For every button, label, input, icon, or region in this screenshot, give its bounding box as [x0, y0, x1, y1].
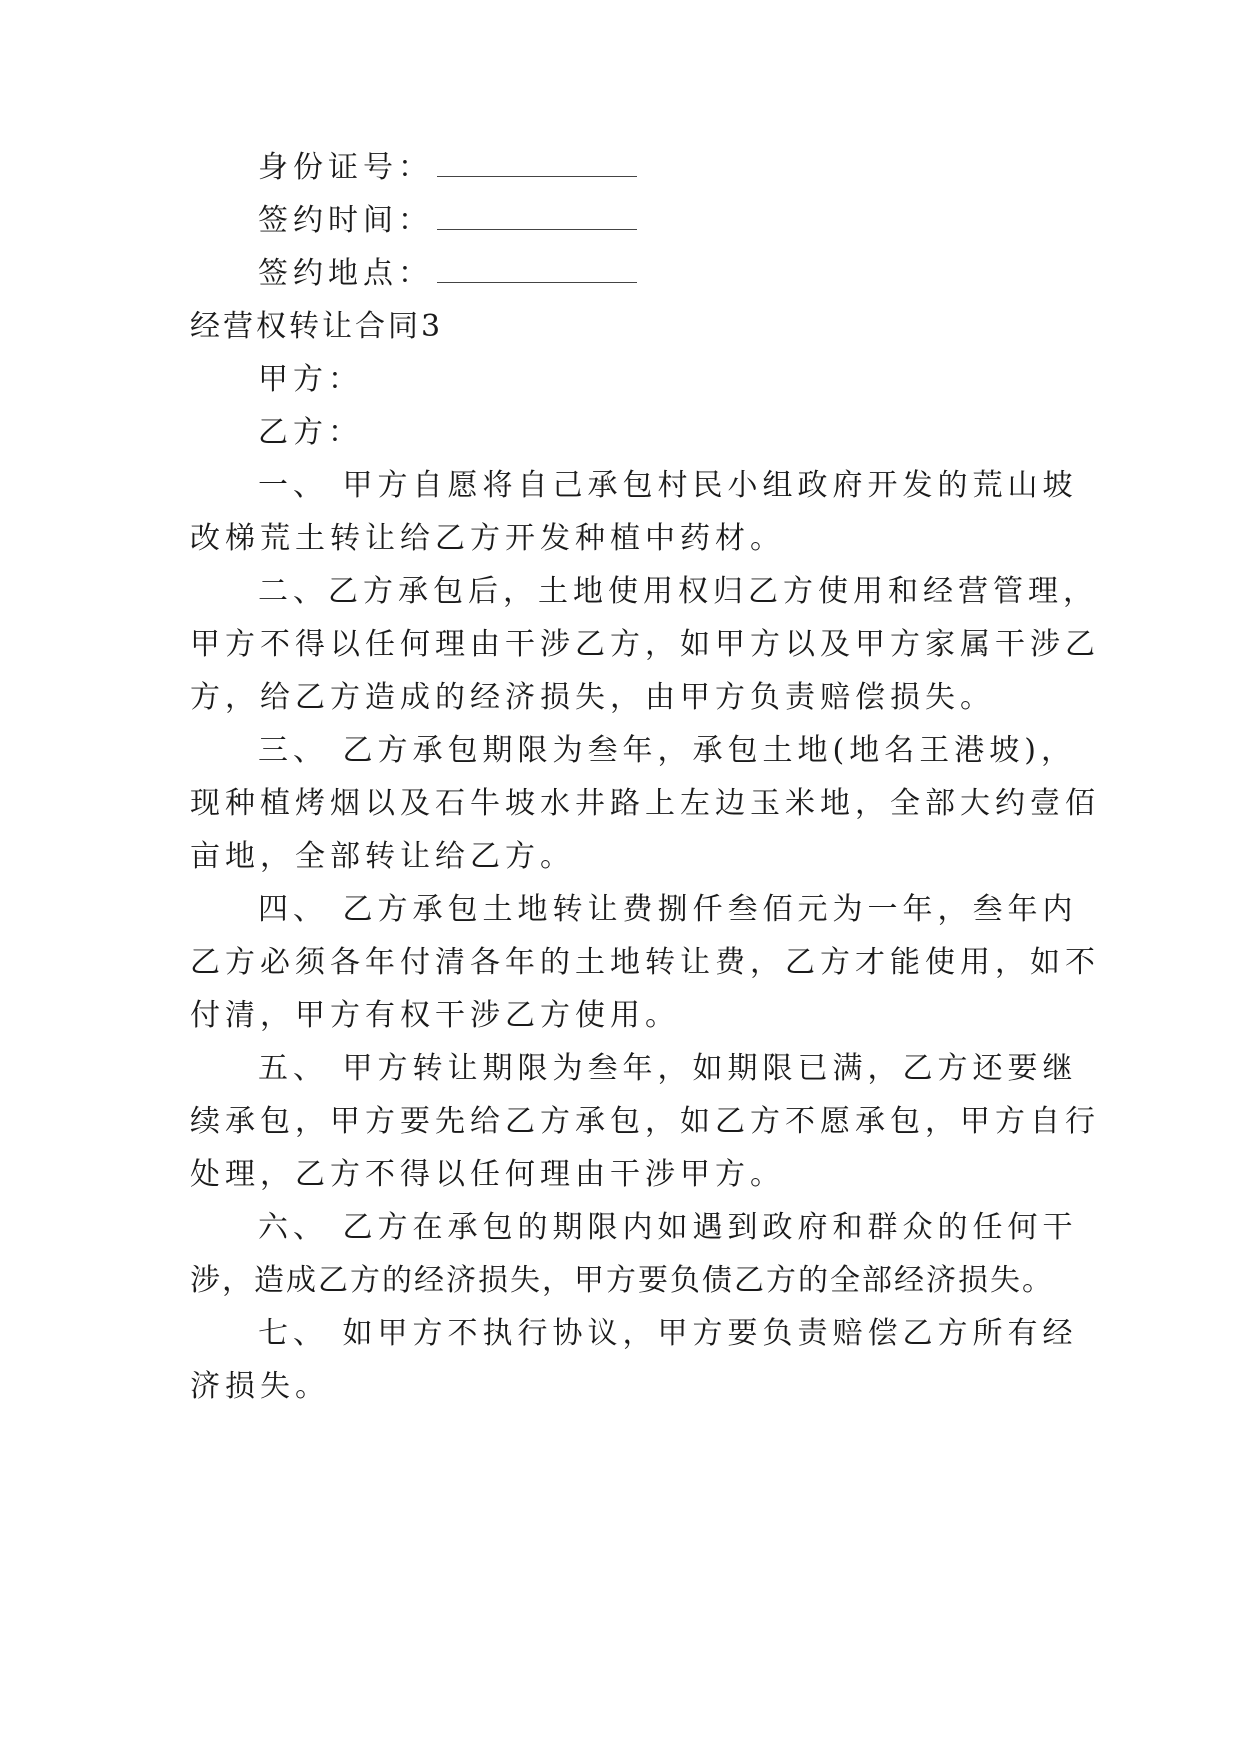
id-number-label: 身份证号：: [258, 150, 433, 185]
clause-7-line-2: 济损失。: [190, 1369, 330, 1404]
clause-5-line-2: 续承包，甲方要先给乙方承包，如乙方不愿承包，甲方自行: [190, 1104, 1100, 1139]
sign-time-label: 签约时间：: [258, 203, 433, 238]
clause-6-line-1: 六、 乙方在承包的期限内如遇到政府和群众的任何干: [258, 1210, 1078, 1245]
clause-3-line-3: 亩地，全部转让给乙方。: [190, 839, 575, 874]
contract-title: 经营权转让合同3: [190, 309, 444, 344]
clause-5-line-3: 处理，乙方不得以任何理由干涉甲方。: [190, 1157, 785, 1192]
clause-7-line-1: 七、 如甲方不执行协议，甲方要负责赔偿乙方所有经: [258, 1316, 1078, 1351]
clause-6-line-2: 涉，造成乙方的经济损失，甲方要负债乙方的全部经济损失。: [190, 1263, 1054, 1298]
clause-1-line-1: 一、 甲方自愿将自己承包村民小组政府开发的荒山坡: [258, 468, 1078, 503]
clause-5-line-1: 五、 甲方转让期限为叁年，如期限已满，乙方还要继: [258, 1051, 1078, 1086]
sign-place-label: 签约地点：: [258, 256, 433, 291]
id-number-field: [258, 148, 1118, 188]
sign-place-blank: [437, 268, 637, 283]
clause-3-line-1: 三、 乙方承包期限为叁年，承包土地(地名王港坡)，: [258, 733, 1076, 768]
clause-2-line-3: 方，给乙方造成的经济损失，由甲方负责赔偿损失。: [190, 680, 995, 715]
clause-4-line-1: 四、 乙方承包土地转让费捌仟叁佰元为一年，叁年内: [258, 892, 1078, 927]
clause-2-line-2: 甲方不得以任何理由干涉乙方，如甲方以及甲方家属干涉乙: [190, 627, 1100, 662]
party-a-label: 甲方：: [258, 362, 363, 397]
clause-2-line-1: 二、乙方承包后，土地使用权归乙方使用和经营管理，: [258, 574, 1098, 609]
sign-time-blank: [437, 215, 637, 230]
clause-1-line-2: 改梯荒土转让给乙方开发种植中药材。: [190, 521, 785, 556]
clause-4-line-3: 付清，甲方有权干涉乙方使用。: [190, 998, 680, 1033]
sign-place-field: [258, 254, 1118, 294]
sign-time-field: [258, 201, 1118, 241]
id-number-blank: [437, 162, 637, 177]
clause-4-line-2: 乙方必须各年付清各年的土地转让费，乙方才能使用，如不: [190, 945, 1100, 980]
party-b-label: 乙方：: [258, 415, 363, 450]
clause-3-line-2: 现种植烤烟以及石牛坡水井路上左边玉米地，全部大约壹佰: [190, 786, 1100, 821]
